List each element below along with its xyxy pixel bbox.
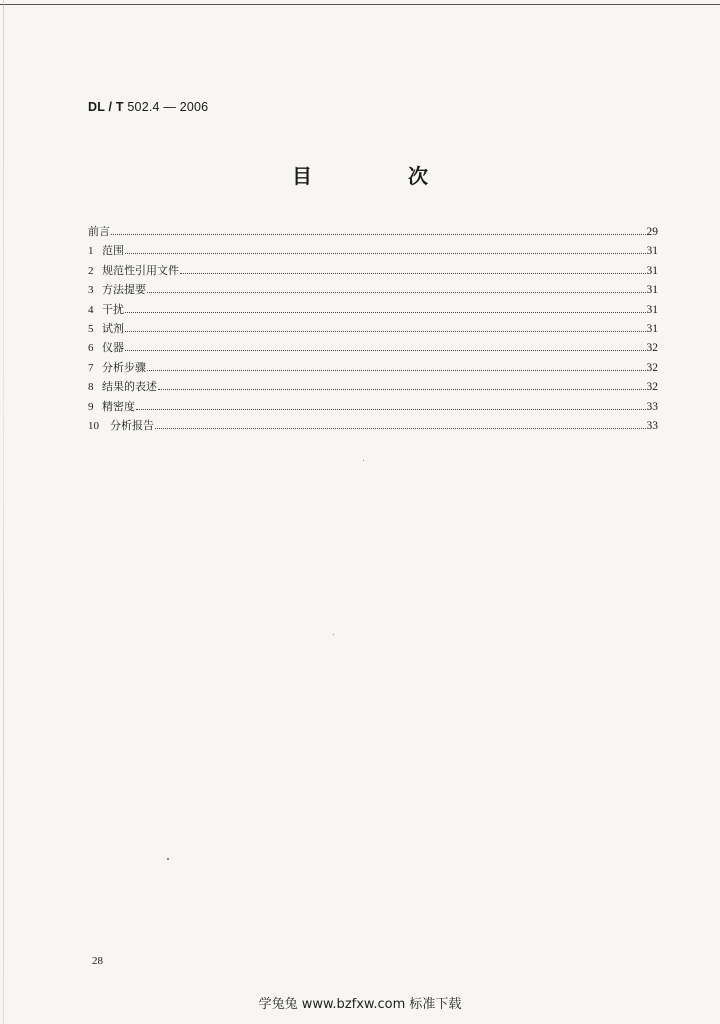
toc-entry-page: 31 [646,245,658,258]
toc-entry-number: 1 [88,245,94,258]
toc-entry-10[interactable] [88,416,658,435]
top-border-line [0,4,720,5]
toc-entry-page: 33 [646,400,658,413]
toc-dot-leader [125,331,646,332]
toc-dot-leader [125,312,646,313]
scan-speck [363,460,364,461]
toc-entry-label: 规范性引用文件 [102,263,179,277]
toc-entry-7[interactable] [88,358,658,377]
toc-entry-page: 31 [646,284,658,297]
table-of-contents [88,222,658,435]
toc-dot-leader [147,292,646,293]
toc-entry-label: 分析步骤 [102,360,146,374]
toc-entry-number: 4 [88,303,94,316]
toc-entry-label: 仪器 [102,341,124,355]
standard-code-prefix: DL / T [88,100,124,114]
toc-entry-number: 10 [88,419,99,432]
toc-dot-leader [147,370,646,371]
toc-entry-label: 范围 [102,244,124,258]
toc-entry-foreword[interactable] [88,222,658,241]
scan-left-edge [3,0,4,1024]
toc-entry-5[interactable] [88,319,658,338]
toc-entry-1[interactable] [88,241,658,260]
toc-entry-number: 2 [88,264,94,277]
toc-dot-leader [155,428,646,429]
toc-entry-page: 31 [646,264,658,277]
toc-entry-6[interactable] [88,338,658,357]
toc-entry-page: 33 [646,419,658,432]
scan-speck [167,858,169,860]
page-number: 28 [92,955,103,967]
toc-entry-label: 前言 [88,225,110,238]
watermark-text: 学兔兔 www.bzfxw.com 标准下载 [258,997,462,1012]
toc-entry-number: 3 [88,284,94,297]
toc-entry-page: 32 [646,342,658,355]
toc-entry-3[interactable] [88,280,658,299]
toc-entry-label: 试剂 [102,321,124,335]
toc-dot-leader [125,253,646,254]
toc-entry-number: 8 [88,381,94,394]
toc-entry-page: 29 [646,226,658,238]
standard-code [88,100,208,114]
toc-entry-label: 分析报告 [110,418,154,432]
toc-dot-leader [158,389,646,390]
toc-entry-2[interactable] [88,261,658,280]
standard-code-number: 502.4 — 2006 [127,100,209,114]
toc-entry-number: 7 [88,361,94,374]
toc-entry-page: 31 [646,303,658,316]
toc-entry-page: 31 [646,322,658,335]
toc-entry-number: 9 [88,400,94,413]
toc-entry-8[interactable] [88,377,658,396]
toc-entry-page: 32 [646,381,658,394]
toc-entry-number: 6 [88,342,94,355]
toc-entry-page: 32 [646,361,658,374]
page-title: 目 次 [292,164,466,188]
toc-entry-label: 方法提要 [102,283,146,297]
toc-dot-leader [111,234,646,235]
toc-entry-4[interactable] [88,300,658,319]
toc-dot-leader [125,350,646,351]
toc-dot-leader [180,273,646,274]
toc-entry-label: 结果的表述 [102,380,157,394]
toc-entry-label: 精密度 [102,399,135,413]
toc-entry-label: 干扰 [102,302,124,316]
toc-entry-9[interactable] [88,397,658,416]
toc-entry-number: 5 [88,322,94,335]
toc-dot-leader [136,409,646,410]
scan-speck [333,634,334,635]
